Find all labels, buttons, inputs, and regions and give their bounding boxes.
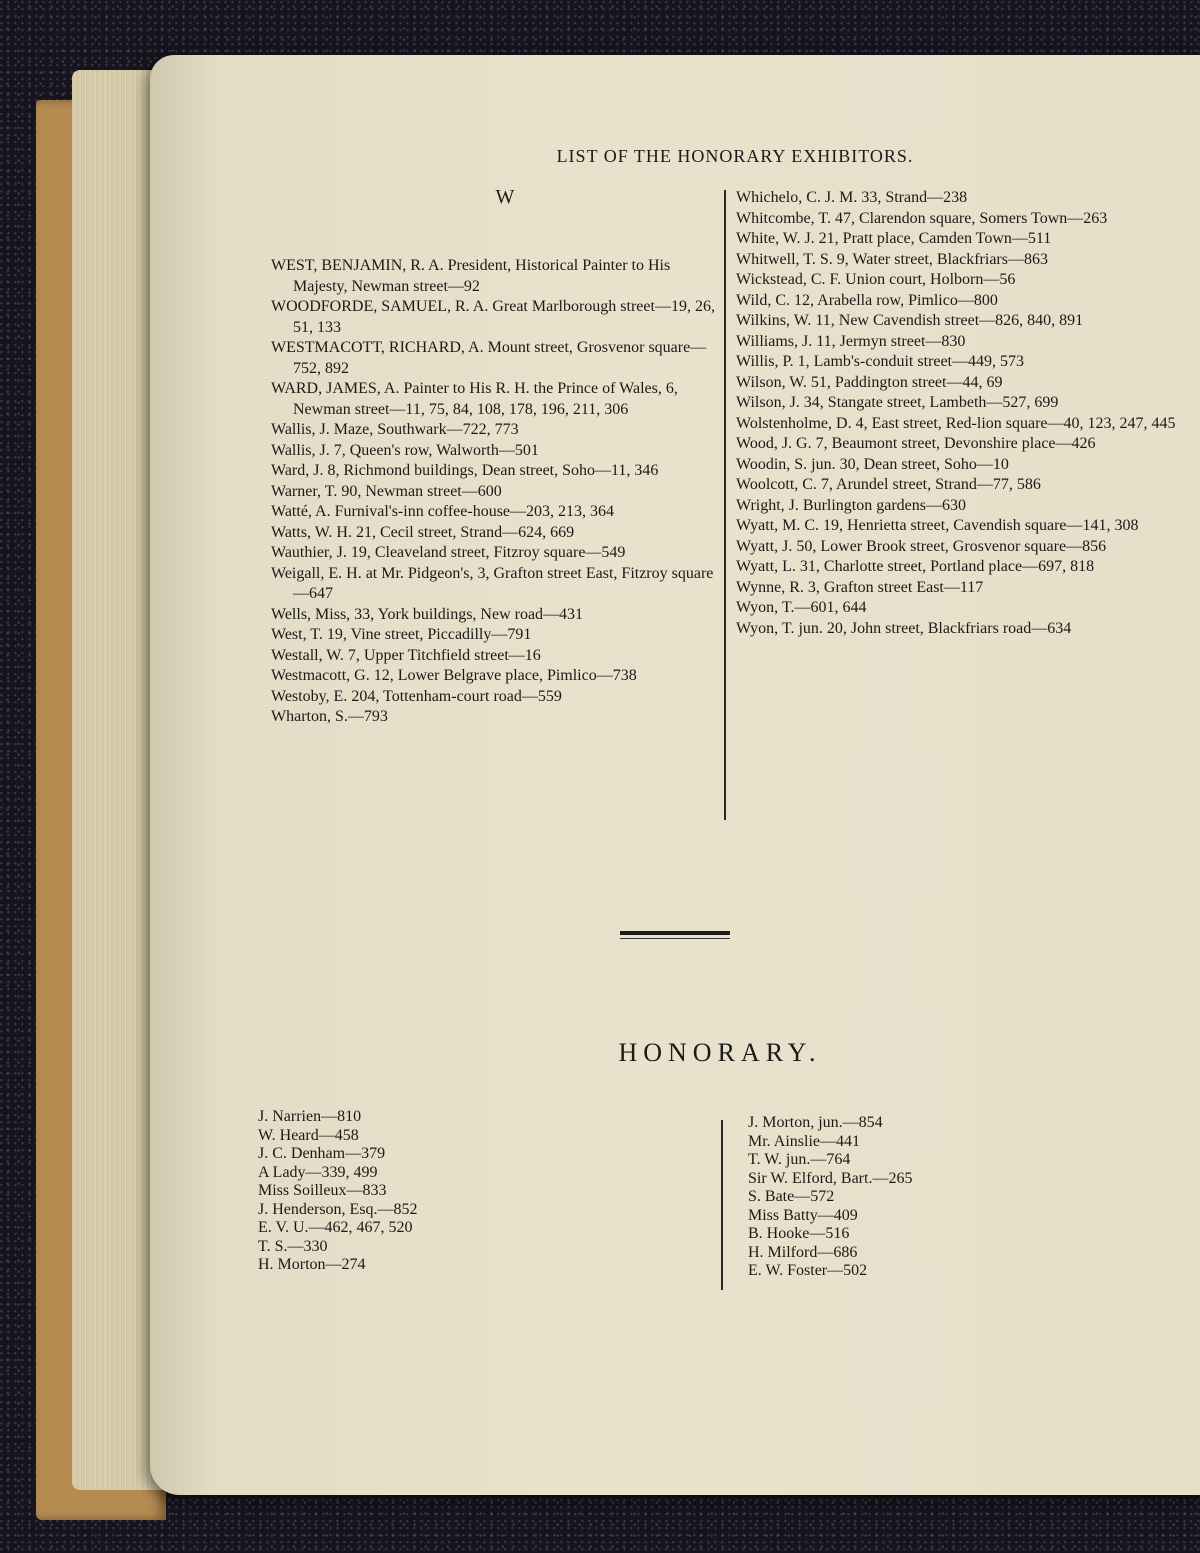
list-item: Westall, W. 7, Upper Titchfield street—16 xyxy=(271,646,541,664)
list-item: Wright, J. Burlington gardens—630 xyxy=(736,496,966,514)
list-item: Ward, J. 8, Richmond buildings, Dean street, Soho—11, 346 xyxy=(271,462,659,479)
list-item: White, W. J. 21, Pratt place, Camden Town—511 xyxy=(736,230,1052,247)
list-item: Whitcombe, T. 47, Clarendon square, Somers Town—263 xyxy=(736,209,1108,227)
list-item: Wyatt, J. 50, Lower Brook street, Grosvenor square—856 xyxy=(736,537,1107,555)
honorary-left-column xyxy=(258,1108,678,1275)
list-item: W. Heard—458 xyxy=(258,1126,359,1144)
list-item: Wolstenholme, D. 4, East street, Red-lion square—40, 123, 247, 445 xyxy=(736,414,1176,432)
list-item: Willis, P. 1, Lamb's-conduit street—449, 573 xyxy=(736,353,1024,370)
list-item: A Lady—339, 499 xyxy=(258,1163,378,1181)
column-divider xyxy=(724,190,726,820)
list-item: J. Narrien—810 xyxy=(258,1108,362,1125)
page-title: LIST OF THE HONORARY EXHIBITORS. xyxy=(556,146,914,166)
list-item: Whitwell, T. S. 9, Water street, Blackfriars—863 xyxy=(736,250,1048,268)
list-item: Woodin, S. jun. 30, Dean street, Soho—10 xyxy=(736,455,1009,473)
list-item: J. Henderson, Esq.—852 xyxy=(258,1200,418,1218)
list-item: WESTMACOTT, RICHARD, A. Mount street, Grosvenor square—752, 892 xyxy=(271,339,707,377)
list-item: E. V. U.—462, 467, 520 xyxy=(258,1219,413,1236)
list-item: WARD, JAMES, A. Painter to His R. H. the Prince of Wales, 6, Newman street—11, 75, 84, 108, 178, 196, 211, 306 xyxy=(271,380,678,418)
list-item: Wickstead, C. F. Union court, Holborn—56 xyxy=(736,271,1016,288)
list-item: WEST, BENJAMIN, R. A. President, Historical Painter to His Majesty, Newman street—92 xyxy=(271,257,671,295)
section-divider-thin xyxy=(620,938,730,939)
list-item: Sir W. Elford, Bart.—265 xyxy=(748,1169,913,1187)
list-item: T. W. jun.—764 xyxy=(748,1151,851,1168)
honorary-heading: HONORARY. xyxy=(618,1038,822,1067)
left-column xyxy=(271,256,726,728)
list-item: Wyatt, M. C. 19, Henrietta street, Cavendish square—141, 308 xyxy=(736,517,1139,534)
honorary-right-column xyxy=(748,1114,1168,1281)
list-item: Weigall, E. H. at Mr. Pidgeon's, 3, Grafton street East, Fitzroy square—647 xyxy=(271,564,714,602)
list-item: Watts, W. H. 21, Cecil street, Strand—624, 669 xyxy=(271,523,575,541)
list-item: S. Bate—572 xyxy=(748,1188,835,1205)
list-item: Wallis, J. Maze, Southwark—722, 773 xyxy=(271,421,519,438)
list-item: E. W. Foster—502 xyxy=(748,1262,868,1279)
list-item: J. C. Denham—379 xyxy=(258,1145,386,1162)
list-item: Warner, T. 90, Newman street—600 xyxy=(271,482,502,500)
list-item: Williams, J. 11, Jermyn street—830 xyxy=(736,332,966,350)
list-item: Wells, Miss, 33, York buildings, New road—431 xyxy=(271,605,584,623)
list-item: Wyatt, L. 31, Charlotte street, Portland place—697, 818 xyxy=(736,558,1095,575)
list-item: Wallis, J. 7, Queen's row, Walworth—501 xyxy=(271,441,539,459)
right-column xyxy=(736,188,1191,639)
list-item: Wauthier, J. 19, Cleaveland street, Fitzroy square—549 xyxy=(271,544,626,561)
list-item: Westoby, E. 204, Tottenham-court road—559 xyxy=(271,687,562,705)
list-item: WOODFORDE, SAMUEL, R. A. Great Marlborough street—19, 26, 51, 133 xyxy=(271,298,715,336)
list-item: Wilson, J. 34, Stangate street, Lambeth—527, 699 xyxy=(736,394,1059,411)
list-item: Wharton, S.—793 xyxy=(271,708,388,725)
list-item: Wilson, W. 51, Paddington street—44, 69 xyxy=(736,373,1003,391)
list-item: Mr. Ainslie—441 xyxy=(748,1132,861,1150)
list-item: Wilkins, W. 11, New Cavendish street—826, 840, 891 xyxy=(736,312,1084,329)
list-item: Wyon, T.—601, 644 xyxy=(736,599,867,616)
list-item: J. Morton, jun.—854 xyxy=(748,1114,883,1131)
list-item: H. Morton—274 xyxy=(258,1256,366,1273)
list-item: Miss Soilleux—833 xyxy=(258,1182,387,1199)
list-item: Miss Batty—409 xyxy=(748,1206,858,1224)
section-letter: W xyxy=(495,186,515,208)
list-item: H. Milford—686 xyxy=(748,1243,858,1261)
list-item: West, T. 19, Vine street, Piccadilly—791 xyxy=(271,626,532,643)
list-item: T. S.—330 xyxy=(258,1237,328,1255)
list-item: Woolcott, C. 7, Arundel street, Strand—77, 586 xyxy=(736,476,1041,493)
list-item: Wild, C. 12, Arabella row, Pimlico—800 xyxy=(736,291,998,309)
list-item: Watté, A. Furnival's-inn coffee-house—203, 213, 364 xyxy=(271,503,615,520)
list-item: B. Hooke—516 xyxy=(748,1225,850,1242)
section-divider-thick xyxy=(620,931,730,935)
list-item: Wynne, R. 3, Grafton street East—117 xyxy=(736,578,984,596)
list-item: Wood, J. G. 7, Beaumont street, Devonshire place—426 xyxy=(736,435,1096,452)
list-item: Whichelo, C. J. M. 33, Strand—238 xyxy=(736,189,968,206)
list-item: Westmacott, G. 12, Lower Belgrave place, Pimlico—738 xyxy=(271,667,637,684)
honorary-column-divider xyxy=(721,1120,723,1290)
list-item: Wyon, T. jun. 20, John street, Blackfriars road—634 xyxy=(736,619,1072,637)
